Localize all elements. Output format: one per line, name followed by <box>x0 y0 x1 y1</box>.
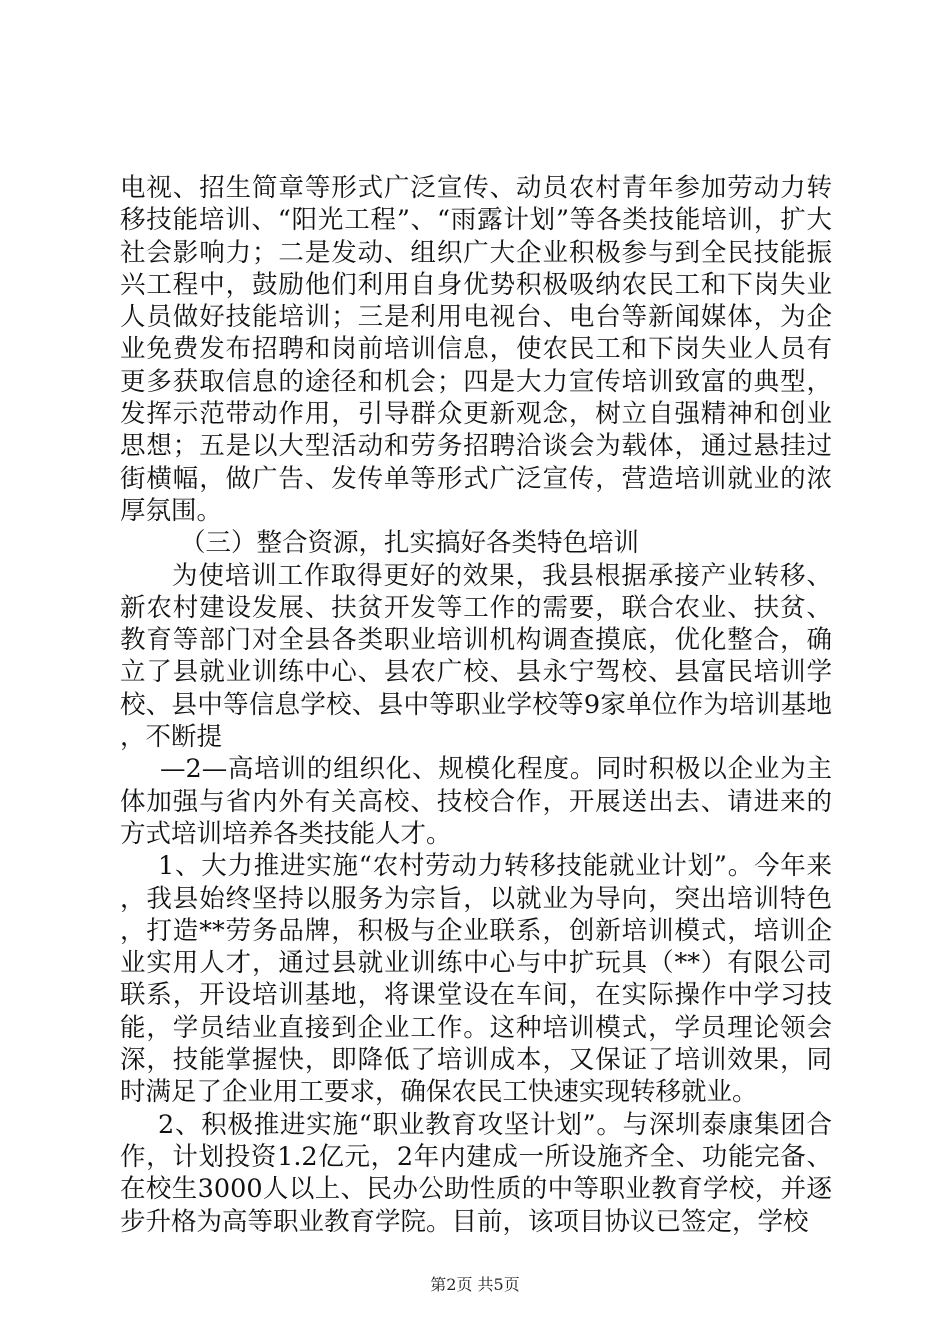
paragraph-item-2-vocational-education: 2、积极推进实施“职业教育攻坚计划”。与深圳泰康集团合作，计划投资1.2亿元，2年内建成一所设施齐全、功能完备、在校生3000人以上、民办公助性质的中等职业教育学校，并逐步升格为高等职业教育学院。目前，该项目协议已签定，学校 <box>120 1109 832 1237</box>
paragraph-publicity-measures: 电视、招生简章等形式广泛宣传、动员农村青年参加劳动力转移技能培训、“阳光工程”、“雨露计划”等各类技能培训，扩大社会影响力；二是发动、组织广大企业积极参与到全民技能振兴工程中，鼓励他们利用自身优势积极吸纳农民工和下岗失业人员做好技能培训；三是利用电视台、电台等新闻媒体，为企业免费发布招聘和岗前培训信息，使农民工和下岗失业人员有更多获取信息的途径和机会；四是大力宣传培训致富的典型，发挥示范带动作用，引导群众更新观念，树立自强精神和创业思想；五是以大型活动和劳务招聘洽谈会为载体，通过悬挂过街横幅，做广告、发传单等形式广泛宣传，营造培训就业的浓厚氛围。 <box>120 173 832 526</box>
document-body <box>120 172 832 1238</box>
section-heading-integrate-resources: （三）整合资源，扎实搞好各类特色培训 <box>180 528 640 559</box>
page-footer: 第2页 共5页 <box>430 1275 520 1294</box>
paragraph-item-1-labor-transfer: 1、大力推进实施“农村劳动力转移技能就业计划”。今年来，我县始终坚持以服务为宗旨，以就业为导向，突出培训特色，打造**劳务品牌，积极与企业联系，创新培训模式，培训企业实用人才，通过县就业训练中心与中扩玩具（**）有限公司联系，开设培训基地，将课堂设在车间，在实际操作中学习技能，学员结业直接到企业工作。这种培训模式，学员理论领会深，技能掌握快，即降低了培训成本，又保证了培训效果，同时满足了企业用工要求，确保农民工快速实现转移就业。 <box>120 851 832 1108</box>
paragraph-training-bases: 为使培训工作取得更好的效果，我县根据承接产业转移、新农村建设发展、扶贫开发等工作的需要，联合农业、扶贫、教育等部门对全县各类职业培训机构调查摸底，优化整合，确立了县就业训练中心、县农广校、县永宁驾校、县富民培训学校、县中等信息学校、县中等职业学校等9家单位作为培训基地，不断提 <box>120 560 832 753</box>
paragraph-organization-scale: —2—高培训的组织化、规模化程度。同时积极以企业为主体加强与省内外有关高校、技校合作，开展送出去、请进来的方式培训培养各类技能人才。 <box>120 754 832 849</box>
